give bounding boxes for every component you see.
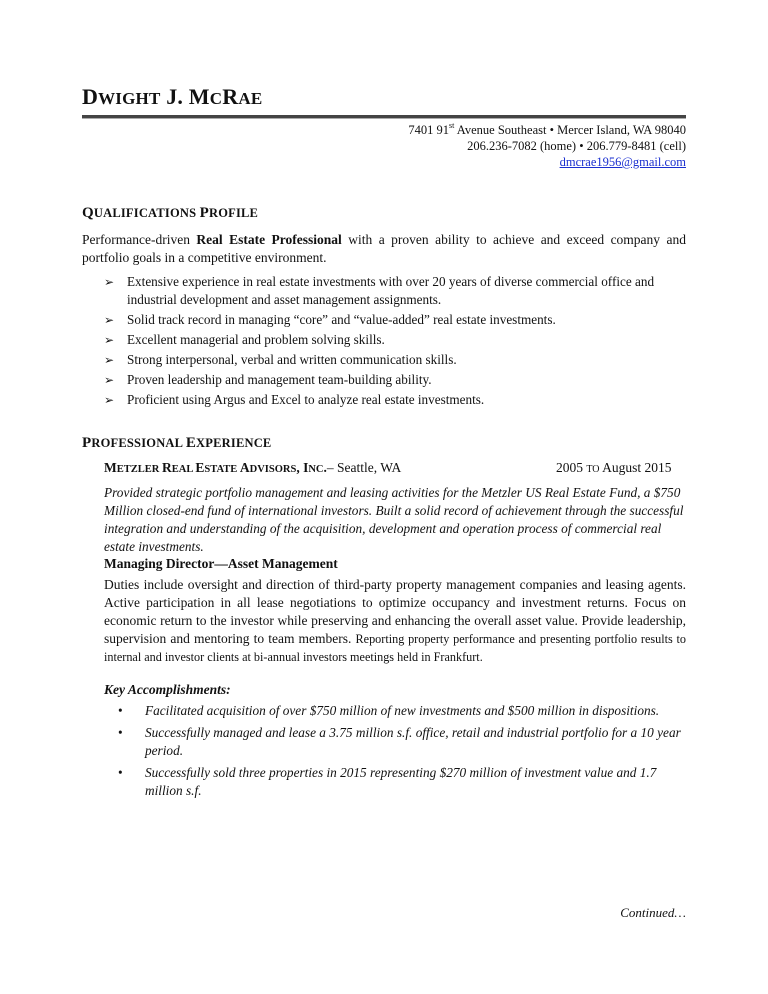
arrow-bullet-icon: ➢ [104, 333, 115, 347]
list-item: ➢ Solid track record in managing “core” and “value-added” real estate investments. [104, 312, 556, 327]
qualifications-intro: Performance-driven Real Estate Professional with a proven ability to achieve and exceed company and portfolio goals in a competitive environment. [82, 232, 686, 265]
arrow-bullet-icon: ➢ [104, 373, 115, 387]
job-summary: Provided strategic portfolio management and leasing activities for the Metzler US Real Estate Fund, a $750 Million closed-end fund of international investors. Built a solid record of achievement through the successful integration and understanding of the acquisition, development and operation process of commercial real estate investments. [104, 485, 684, 554]
candidate-name: DWIGHT J. MCRAE [82, 84, 263, 109]
list-item: ➢ Extensive experience in real estate investments with over 20 years of diverse commercial office and industrial development and asset management assignments. [104, 274, 655, 307]
accomplishments-list [118, 702, 686, 804]
bullet-icon: • [118, 765, 123, 780]
contact-block [408, 122, 686, 170]
accomplishments-heading: Key Accomplishments: [104, 682, 231, 697]
qualifications-heading: QUALIFICATIONS PROFILE [82, 205, 259, 221]
email-link[interactable]: dmcrae1956@gmail.com [559, 155, 686, 169]
list-item: • Successfully sold three properties in 2015 representing $270 million of investment value and 1.7 million s.f. [118, 765, 657, 798]
arrow-bullet-icon: ➢ [104, 313, 115, 327]
list-item: ➢ Strong interpersonal, verbal and written communication skills. [104, 352, 457, 367]
job-location: – Seattle, WA [326, 460, 402, 475]
job-duties: Duties include oversight and direction of third-party property management companies and leasing agents. Active participation in all lease negotiations to optimize occupancy and investment returns. Focus on economic return to the investor while preserving and enhancing the overall asset value. Provide leadership, supervision and mentoring to team members. Reporting property performance and presenting portfolio results to internal and investor clients at bi-annual investors meetings held in Frankfurt. [104, 577, 687, 664]
phone-line: 206.236-7082 (home) • 206.779-8481 (cell) [467, 139, 686, 153]
arrow-bullet-icon: ➢ [104, 353, 115, 367]
list-item: ➢ Proven leadership and management team-building ability. [104, 372, 432, 387]
continued-note: Continued… [620, 905, 686, 920]
list-item: ➢ Excellent managerial and problem solving skills. [104, 332, 385, 347]
experience-heading: PROFESSIONAL EXPERIENCE [82, 435, 272, 451]
list-item: • Facilitated acquisition of over $750 million of new investments and $500 million in dispositions. [118, 703, 660, 718]
bullet-icon: • [118, 703, 123, 718]
qualifications-list [104, 273, 686, 411]
job-header [104, 460, 686, 476]
job-dates: 2005 TO August 2015 [556, 460, 672, 475]
list-item: ➢ Proficient using Argus and Excel to analyze real estate investments. [104, 392, 485, 407]
bullet-icon: • [118, 725, 123, 740]
company-name: METZLER REAL ESTATE ADVISORS, INC. [104, 460, 327, 475]
arrow-bullet-icon: ➢ [104, 393, 115, 407]
job-role: Managing Director—Asset Management [104, 556, 338, 571]
address-line: 7401 91st Avenue Southeast • Mercer Island, WA 98040 [408, 121, 686, 137]
list-item: • Successfully managed and lease a 3.75 million s.f. office, retail and industrial portfolio for a 10 year period. [118, 725, 681, 758]
header-rule [82, 115, 686, 119]
arrow-bullet-icon: ➢ [104, 275, 115, 289]
